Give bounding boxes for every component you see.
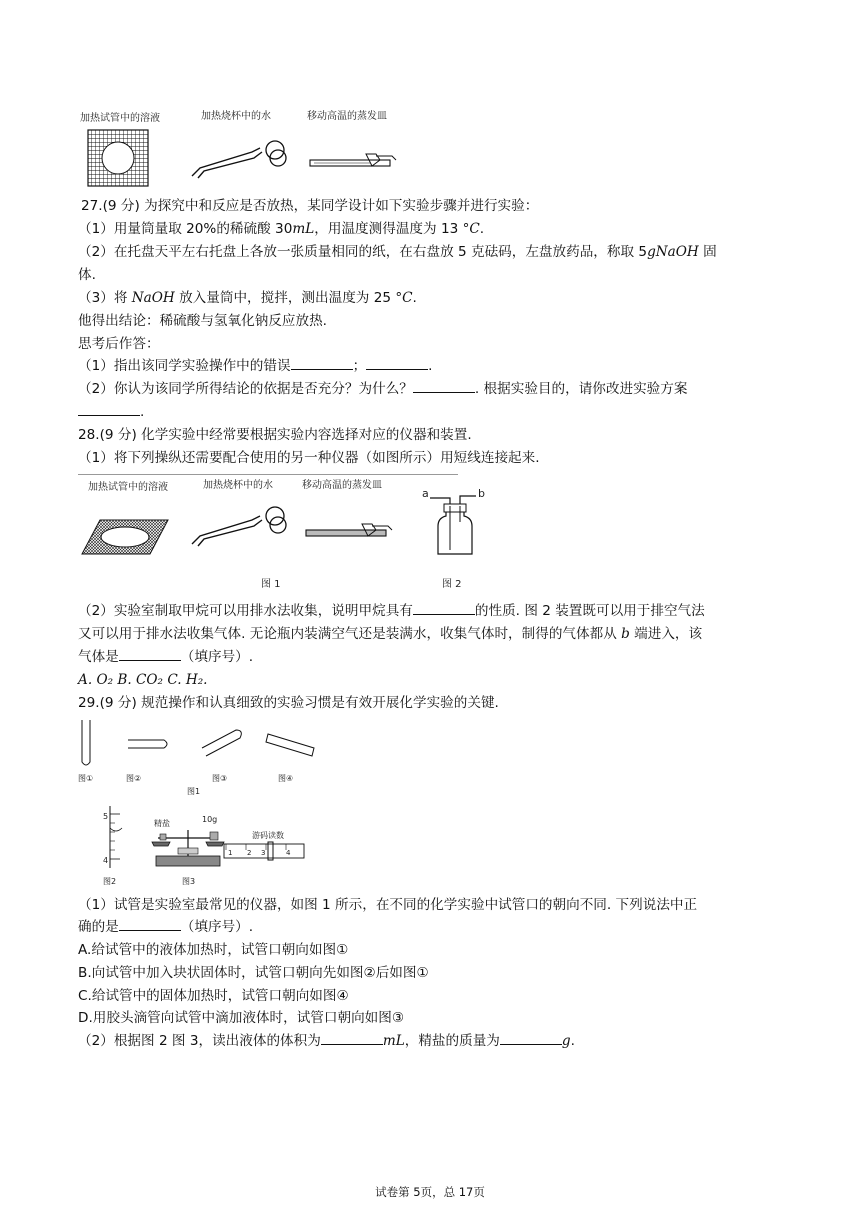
top-caption-2: 加热烧杯中的水 — [201, 111, 271, 122]
q28-header: 28.(9 分) 化学实验中经常要根据实验内容选择对应的仪器和装置. — [78, 427, 472, 443]
q28-part2: （2）实验室制取甲烷可以用排水法收集，说明甲烷具有 的性质. 图 2 装置既可以用于排空气法 — [78, 603, 705, 619]
cylinder-mark-5: 5 — [103, 812, 109, 821]
scale-num-3: 3 — [261, 849, 266, 857]
answer-blank[interactable] — [119, 647, 181, 661]
answer-blank[interactable] — [500, 1031, 562, 1045]
answer-blank[interactable] — [291, 356, 353, 370]
scale-num-1: 1 — [228, 849, 233, 857]
figure-divider — [78, 474, 458, 475]
answer-blank[interactable] — [413, 379, 475, 393]
q28-fig2-label: 图 2 — [442, 579, 462, 590]
q29-option-c: C.给试管中的固体加热时，试管口朝向如图④ — [78, 988, 349, 1004]
q28-part2-line2: 又可以用于排水法收集气体. 无论瓶内装满空气还是装满水，收集气体时，制得的气体都从 b 端进入，该 — [78, 626, 703, 642]
q29-option-a: A.给试管中的液体加热时，试管口朝向如图① — [78, 942, 349, 958]
q28-part2-line3: 气体是 （填序号）. — [78, 649, 254, 665]
q29-part1-line2: 确的是 （填序号）. — [78, 919, 254, 935]
q27-answer2-cont: . — [78, 402, 144, 422]
answer-blank[interactable] — [321, 1031, 383, 1045]
q27-conclusion: 他得出结论：稀硫酸与氢氧化钠反应放热. — [78, 313, 328, 329]
q27-step1: （1）用量筒量取 20%的稀硫酸 30mL，用温度测得温度为 13 °C. — [78, 221, 485, 237]
scale-num-2: 2 — [247, 849, 252, 857]
test-tubes-figure — [78, 718, 338, 778]
gas-collection-bottle-image — [424, 492, 488, 558]
balance-image — [148, 826, 228, 868]
bottle-port-a: a — [422, 487, 429, 500]
q27-step2-cont: 体. — [78, 267, 96, 283]
q28-caption-1: 加热试管中的溶液 — [88, 482, 168, 493]
q29-fig2-label: 图2 — [103, 877, 117, 886]
q28-options: A. O₂ B. CO₂ C. H₂. — [78, 672, 208, 688]
q29-fig1-label: 图1 — [187, 787, 201, 796]
answer-blank[interactable] — [366, 356, 428, 370]
rider-reading-label: 游码读数 — [252, 831, 284, 840]
bottle-port-b: b — [478, 487, 485, 500]
answer-blank[interactable] — [413, 601, 475, 615]
test-tube-holder-image — [306, 520, 394, 544]
crucible-tongs-image — [190, 138, 295, 180]
q27-answer1: （1）指出该同学实验操作中的错误 ； . — [78, 358, 433, 374]
tube-label-4: 图④ — [278, 774, 294, 783]
q27-answer2: （2）你认为该同学所得结论的依据是否充分？为什么？ . 根据实验目的，请你改进实验方案 — [78, 381, 688, 397]
q27-think: 思考后作答： — [78, 336, 160, 352]
q28-fig1-label: 图 1 — [261, 579, 281, 590]
answer-blank[interactable] — [119, 917, 181, 931]
answer-blank[interactable] — [78, 402, 140, 416]
q29-option-d: D.用胶头滴管向试管中滴加液体时，试管口朝向如图③ — [78, 1010, 405, 1026]
q29-option-b: B.向试管中加入块状固体时，试管口朝向先如图②后如图① — [78, 965, 429, 981]
q29-header: 29.(9 分) 规范操作和认真细致的实验习惯是有效开展化学实验的关键. — [78, 695, 499, 711]
q27-step2: （2）在托盘天平左右托盘上各放一张质量相同的纸，在右盘放 5 克砝码，左盘放药品，称取 5gNaOH 固 — [78, 244, 717, 260]
page-footer: 试卷第 5页，总 17页 — [375, 1185, 485, 1199]
top-caption-1: 加热试管中的溶液 — [80, 113, 160, 124]
q27-header: 27.(9 分) 为探究中和反应是否放热，某同学设计如下实验步骤并进行实验： — [81, 198, 539, 214]
tube-label-2: 图② — [126, 774, 142, 783]
asbestos-gauze-image — [80, 518, 170, 556]
top-caption-3: 移动高温的蒸发皿 — [307, 111, 387, 122]
scale-num-4: 4 — [286, 849, 291, 857]
q29-part2: （2）根据图 2 图 3，读出液体的体积为 mL，精盐的质量为 g. — [78, 1033, 575, 1049]
q28-caption-3: 移动高温的蒸发皿 — [302, 480, 382, 491]
graduated-cylinder-image — [108, 806, 132, 870]
q28-caption-2: 加热烧杯中的水 — [203, 480, 273, 491]
asbestos-gauze-grid-image — [88, 130, 148, 186]
q29-fig3-label: 图3 — [182, 877, 196, 886]
q29-part1: （1）试管是实验室最常见的仪器，如图 1 所示，在不同的化学实验中试管口的朝向不同. 下列说法中正 — [78, 897, 698, 913]
balance-weight-label: 10g — [202, 815, 218, 824]
test-tube-holder-image — [310, 150, 398, 174]
tube-label-3: 图③ — [212, 774, 228, 783]
crucible-tongs-image — [190, 504, 295, 548]
tube-label-1: 图① — [78, 774, 94, 783]
cylinder-mark-4: 4 — [103, 856, 109, 865]
balance-salt-label: 精盐 — [154, 819, 170, 828]
q28-part1: （1）将下列操纵还需要配合使用的另一种仪器（如图所示）用短线连接起来. — [78, 450, 540, 466]
q27-step3: （3）将 NaOH 放入量筒中，搅拌，测出温度为 25 °C. — [78, 290, 417, 306]
